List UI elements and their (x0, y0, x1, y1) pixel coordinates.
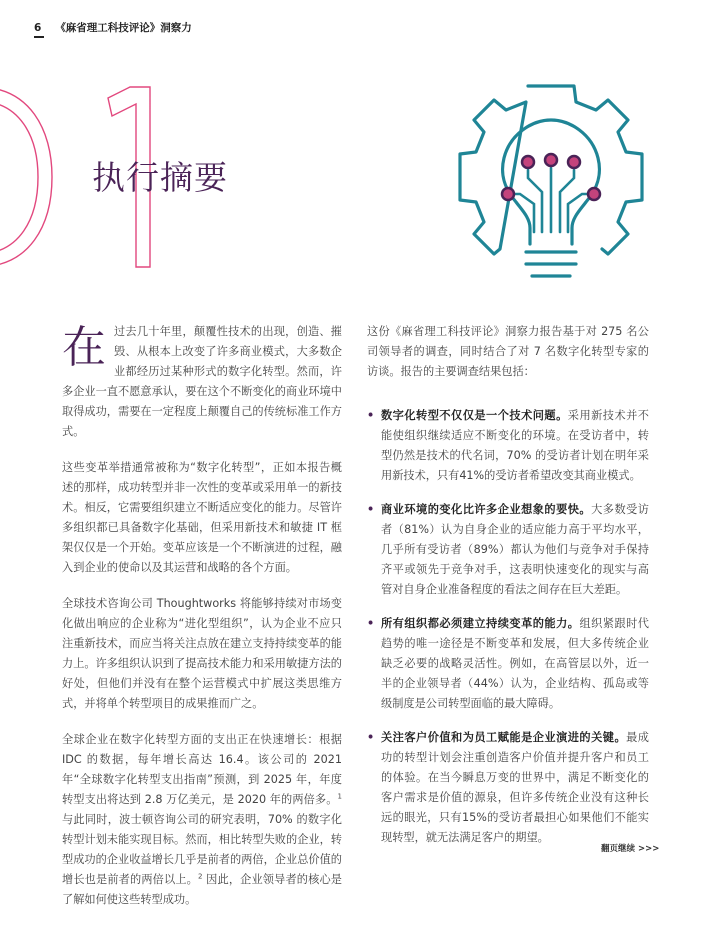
finding-text: 最成功的转型计划会注重创造客户价值并提升客户和员工的体验。在当今瞬息万变的世界中，满足不断变化的客户需求是价值的源泉，但许多传统企业没有这种长远的眼光，只有15%的受访者最担心如果他们不能实现转型，就无法满足客户的期望。 (381, 731, 649, 844)
running-header (34, 20, 192, 35)
left-column (62, 322, 342, 926)
footnote-ref-1[interactable]: 1 (337, 792, 342, 801)
lightbulb-gear-icon (456, 82, 646, 284)
finding-item (367, 406, 649, 486)
finding-body (381, 614, 649, 714)
publication-name: 《麻省理工科技评论》洞察力 (55, 22, 192, 34)
drop-cap: 在 (62, 322, 106, 373)
finding-item (367, 500, 649, 600)
findings-intro: 这份《麻省理工科技评论》洞察力报告基于对 275 名公司领导者的调查，同时结合了对 7 名数字化转型专家的访谈。报告的主要调查结果包括： (367, 325, 649, 378)
finding-text: 大多数受访者（81%）认为自身企业的适应能力高于平均水平，几乎所有受访者（89%）都认为他们与竞争对手保持齐平或领先于竞争对手，这表明快速变化的现实与高管对自身企业准备程度的看法之间存在巨大差距。 (381, 503, 649, 596)
finding-heading: 所有组织都必须建立持续变革的能力。 (381, 617, 580, 630)
bullet-icon: • (367, 617, 375, 630)
finding-item (367, 614, 649, 714)
finding-heading: 数字化转型不仅仅是一个技术问题。 (381, 409, 568, 422)
intro-paragraph (62, 322, 342, 442)
circuit-node-right (588, 188, 600, 200)
circuit-node-upper-left (522, 156, 534, 168)
paragraph-3: 全球技术咨询公司 Thoughtworks 将能够持续对市场变化做出响应的企业称为“进化型组织”，认为企业不应只注重新技术，而应当将关注点放在建立支持持续变革的能力上。许多组织认识到了提高技术能力和采用敏捷方法的好处，但他们并没有在整个运营模式中扩展这类思维方式，并将单个转型项目的成果推而广之。 (62, 597, 342, 710)
bullet-icon: • (367, 503, 375, 516)
continue-link[interactable]: 翻页继续 >>> (601, 844, 660, 854)
footnote-ref-2[interactable]: 2 (197, 872, 203, 881)
finding-text: 采用新技术并不能使组织继续适应不断变化的环境。在受访者中，转型仍然是技术的代名词，70% 的受访者计划在明年采用新技术，只有41%的受访者希望改变其商业模式。 (381, 409, 649, 482)
section-title: 执行摘要 (92, 158, 228, 197)
paragraph-4-part-c: 因此，企业领导者的核心是了解如何使这些转型成功。 (62, 873, 342, 906)
numeral-zero-outline (0, 87, 52, 267)
right-column (367, 322, 649, 862)
finding-heading: 商业环境的变化比许多企业想象的要快。 (381, 503, 592, 516)
circuit-node-upper-right (568, 156, 580, 168)
bullet-icon: • (367, 731, 375, 744)
paragraph-4-part-b: 与此同时，波士顿咨询公司的研究表明，70% 的数字化转型计划未能实现目标。然而，相比转型失败的企业，转型成功的企业收益增长几乎是前者的两倍，企业总价值的增长也是前者的两倍以上。 (62, 813, 342, 886)
finding-body (381, 500, 649, 600)
circuit-node-top (545, 154, 557, 166)
finding-heading: 关注客户价值和为员工赋能是企业演进的关键。 (381, 731, 627, 744)
finding-body (381, 728, 649, 848)
bullet-icon: • (367, 409, 375, 422)
paragraph-4-part-a: 全球企业在数字化转型方面的支出正在快速增长：根据 IDC 的数据，每年增长高达 16.4。该公司的 2021 年“全球数字化转型支出指南”预测，到 2025 年，年度转型支出将达到 2.8 万亿美元，是 2020 年的两倍多。 (62, 733, 342, 806)
page-number: 6 (34, 22, 42, 34)
finding-text: 组织紧跟时代趋势的唯一途径是不断变革和发展，但大多传统企业缺乏必要的战略灵活性。例如，在高管层以外，近一半的企业领导者（44%）认为，企业结构、孤岛或等级制度是公司转型面临的最大障碍。 (381, 617, 649, 710)
paragraph-1-text: 过去几十年里，颠覆性技术的出现，创造、摧毁、从根本上改变了许多商业模式，大多数企业都经历过某种形式的数字化转型。然而，许多企业一直不愿意承认，要在这个不断变化的商业环境中取得成功，需要在一定程度上颠覆自己的传统标准工作方式。 (62, 325, 342, 438)
circuit-node-left (502, 188, 514, 200)
header-rule (34, 36, 44, 38)
finding-item (367, 728, 649, 848)
paragraph-2: 这些变革举措通常被称为“数字化转型”，正如本报告概述的那样，成功转型并非一次性的变革或采用单一的新技术。相反，它需要组织建立不断适应变化的能力。尽管许多组织都已具备数字化基础，但采用新技术和敏捷 IT 框架仅仅是一个开始。变革应该是一个不断演进的过程，融入到企业的使命以及其运营和战略的各个方面。 (62, 461, 342, 574)
paragraph-4 (62, 730, 342, 910)
finding-body (381, 406, 649, 486)
